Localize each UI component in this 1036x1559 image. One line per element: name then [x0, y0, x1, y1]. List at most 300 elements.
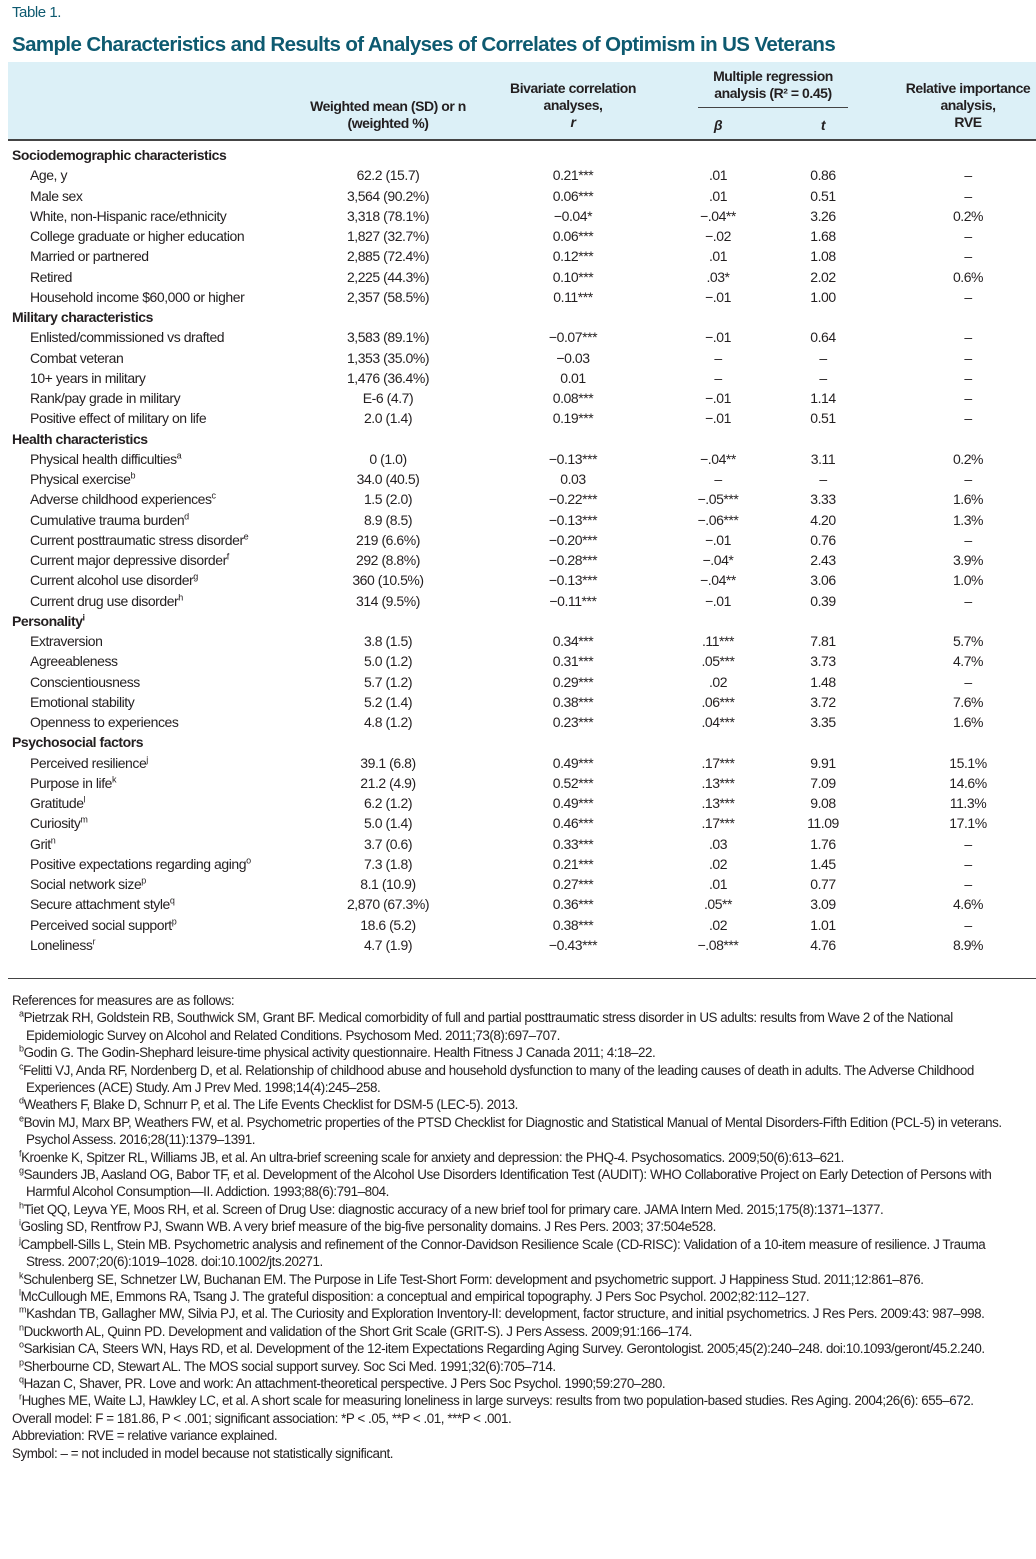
t-value: 3.72 [810, 693, 836, 710]
reference-item [12, 1044, 1022, 1061]
table-row [8, 834, 1036, 854]
table-row [8, 550, 1036, 570]
beta-value: .11*** [701, 633, 735, 649]
footnote-marker: h [19, 1200, 24, 1211]
reference-text: Sherbourne CD, Stewart AL. The MOS social support survey. Soc Sci Med. 1991;32(6):705–714. [23, 1358, 556, 1374]
rve-value: – [964, 187, 972, 204]
beta-value: – [714, 471, 722, 487]
row-label-text: Rank/pay grade in military [30, 390, 181, 406]
rve-value: 4.7% [952, 653, 984, 670]
table-row [8, 408, 1036, 428]
mean-value: 3.8 (1.5) [363, 633, 413, 649]
section-row [8, 429, 1036, 449]
reference-text: Felitti VJ, Anda RF, Nordenberg D, et al. Relationship of childhood abuse and household dysfunction to many of the leading causes of death in adults. The Adverse Childhood Experiences (ACE) Study. Am J Prev Med. 1998;14(4):245–258. [23, 1062, 974, 1096]
row-label-text: Gratitude [30, 795, 84, 811]
footnote-marker: q [169, 895, 175, 906]
r-value: −0.20*** [548, 531, 598, 548]
r-value: −0.13*** [548, 450, 598, 467]
reference-item [12, 1271, 1022, 1288]
beta-value: −.02 [705, 228, 731, 244]
rve-value: – [964, 228, 972, 244]
table-bottom-rule [8, 978, 1036, 979]
r-value: 0.06*** [552, 187, 594, 204]
r-value: 0.23*** [552, 714, 594, 730]
mean-value: 34.0 (40.5) [356, 471, 420, 487]
mean-value: 7.3 (1.8) [363, 855, 413, 872]
reference-item [12, 1149, 1022, 1166]
table-row [8, 327, 1036, 347]
table-row [8, 206, 1036, 226]
section-title-text: Sociodemographic characteristics [12, 147, 227, 163]
r-value: −0.13*** [548, 511, 598, 528]
mean-value: 2,885 (72.4%) [346, 248, 430, 265]
beta-value: – [714, 369, 722, 386]
beta-value: .05** [703, 896, 733, 913]
row-label-text: Current posttraumatic stress disorder [30, 531, 244, 548]
section-title [12, 429, 148, 449]
table-row [8, 692, 1036, 712]
header-mean: Weighted mean (SD) or n (weighted %) [310, 98, 466, 131]
row-label [30, 327, 224, 347]
beta-value: −.04** [700, 207, 736, 224]
footnote-marker: l [83, 794, 86, 805]
reference-text: Sarkisian CA, Steers WN, Hays RD, et al. Development of the 12-item Expectations Regarding Aging Survey. Gerontologist. 2005;45(2):240–248. doi:10.1093/geront/45.2.240. [23, 1341, 985, 1357]
rve-value: 1.3% [952, 511, 984, 528]
header-r: r [570, 114, 576, 130]
reference-text: McCullough ME, Emmons RA, Tsang J. The grateful disposition: a conceptual and empirical topography. J Pers Soc Psychol. 2002;82:112–127. [20, 1288, 810, 1304]
reference-text: Hazan C, Shaver, PR. Love and work: An attachment-theoretical perspective. J Pers Soc Psychol. 1990;59:270–280. [23, 1375, 666, 1391]
t-value: 0.76 [810, 531, 836, 548]
footnote-marker: p [171, 915, 177, 926]
rve-value: – [964, 410, 972, 427]
rve-value: – [964, 288, 972, 305]
row-label-text: Current alcohol use disorder [30, 572, 194, 589]
beta-value: −.06*** [697, 511, 739, 528]
mean-value: 5.7 (1.2) [363, 673, 413, 690]
r-value: 0.29*** [552, 673, 594, 690]
table-row [8, 530, 1036, 550]
reference-item [12, 1305, 1022, 1322]
reference-text: Kroenke K, Spitzer RL, Williams JB, et al. An ultra-brief screening scale for anxiety and depression: the PHQ-4. Psychosomatics. 2009;50(6):613–621. [21, 1149, 844, 1165]
section-title-text: Personality [12, 612, 83, 629]
rve-value: – [964, 471, 972, 487]
row-label [30, 570, 198, 590]
reference-item [12, 1236, 1022, 1271]
rve-value: 0.6% [952, 268, 984, 285]
row-label [30, 753, 148, 773]
section-title-text: Military characteristics [12, 309, 153, 325]
r-value: 0.01 [560, 369, 586, 386]
t-value: 7.81 [810, 633, 836, 649]
rve-value: 0.2% [952, 207, 984, 224]
mean-value: 21.2 (4.9) [360, 774, 416, 791]
t-value: 3.35 [810, 714, 836, 730]
rve-value: 3.9% [952, 552, 984, 568]
t-value: 0.77 [810, 876, 836, 892]
row-label [30, 408, 206, 428]
mean-value: 5.2 (1.4) [363, 693, 413, 710]
beta-value: – [714, 349, 722, 366]
t-value: 2.43 [810, 552, 836, 568]
row-label [30, 348, 123, 368]
rve-value: 0.2% [952, 450, 984, 467]
mean-value: 2,357 (58.5%) [346, 288, 430, 305]
table-note: Symbol: – = not included in model because not statistically significant. [12, 1445, 394, 1461]
r-value: 0.21*** [552, 855, 594, 872]
t-value: 0.51 [810, 410, 836, 427]
rve-value: – [964, 369, 972, 386]
row-label [30, 388, 180, 408]
mean-value: 8.1 (10.9) [360, 876, 416, 892]
reference-text: Tiet QQ, Leyva YE, Moos RH, et al. Screen of Drug Use: diagnostic accuracy of a new brief tool for primary care. JAMA Intern Med. 2015;175(8):1371–1377. [23, 1201, 884, 1217]
mean-value: 1,353 (35.0%) [346, 349, 430, 366]
reference-text: Duckworth AL, Quinn PD. Development and validation of the Short Grit Scale (GRIT-S). J Pers Assess. 2009;91:166–174. [23, 1323, 692, 1339]
table-row [8, 348, 1036, 368]
t-value: 4.20 [810, 511, 836, 528]
row-label [30, 854, 251, 874]
t-value: 3.33 [810, 491, 836, 508]
t-value: 1.00 [810, 288, 836, 305]
footnote-marker: o [19, 1339, 24, 1350]
row-label [30, 510, 189, 530]
row-label [30, 489, 216, 509]
row-label-text: Perceived social support [30, 916, 172, 933]
beta-value: .02 [708, 855, 728, 872]
table-row [8, 672, 1036, 692]
mean-value: 5.0 (1.4) [363, 815, 413, 832]
mean-value: 39.1 (6.8) [360, 754, 416, 771]
beta-value: −.01 [705, 410, 731, 427]
t-value: 9.91 [810, 754, 836, 771]
mean-value: 1,476 (36.4%) [346, 369, 430, 386]
t-value: 1.76 [810, 835, 836, 852]
reference-text: Bovin MJ, Marx BP, Weathers FW, et al. Psychometric properties of the PTSD Checklist for Diagnostic and Statistical Manual of Mental Disorders-Fifth Edition (PCL-5) in veterans. Psychol Assess. 2016;28(11):1379–1391. [23, 1114, 1002, 1148]
rve-value: – [964, 855, 972, 872]
row-label-text: Combat veteran [30, 349, 124, 366]
t-value: 11.09 [807, 815, 839, 832]
t-value: 9.08 [810, 795, 836, 811]
rve-value: – [964, 167, 972, 184]
footnote-marker: i [19, 1217, 21, 1228]
references [12, 992, 1022, 1462]
row-label-text: Household income $60,000 or higher [30, 288, 245, 305]
r-value: −0.22*** [548, 491, 598, 508]
rve-value: – [964, 248, 972, 265]
t-value: 3.09 [810, 896, 836, 913]
r-value: −0.07*** [548, 329, 598, 346]
footnote-marker: a [176, 450, 182, 461]
row-label-text: Current drug use disorder [30, 592, 179, 609]
footnote-marker: c [211, 490, 216, 501]
footnote-marker: a [19, 1008, 24, 1019]
r-value: 0.03 [560, 471, 586, 487]
row-label [30, 449, 181, 469]
mean-value: 0 (1.0) [369, 450, 407, 467]
row-label [30, 692, 134, 712]
footnote-marker: p [141, 875, 146, 886]
row-label [30, 591, 183, 611]
rve-value: 1.6% [952, 491, 984, 508]
row-label [30, 226, 244, 246]
t-value: 3.06 [810, 572, 836, 589]
t-value: 0.39 [810, 592, 836, 609]
footnote-marker: n [19, 1322, 24, 1333]
beta-value: −.01 [705, 288, 731, 305]
row-label-text: Grit [30, 835, 51, 852]
header-bivariate-label: Bivariate correlation analyses, [510, 80, 636, 113]
row-label [30, 530, 248, 550]
rve-value: 1.0% [952, 572, 984, 589]
section-row [8, 611, 1036, 631]
row-label [30, 550, 229, 570]
row-label [30, 165, 67, 185]
footnote-marker: f [226, 551, 229, 562]
table-body [8, 145, 1036, 955]
t-value: – [819, 369, 827, 386]
beta-value: −.01 [705, 592, 731, 609]
row-label [30, 793, 85, 813]
t-value: 7.09 [810, 774, 836, 791]
reference-item [12, 1201, 1022, 1218]
header-rvi-label: Relative importance analysis, [905, 80, 1031, 113]
r-value: 0.34*** [552, 633, 594, 649]
r-value: 0.36*** [552, 896, 594, 913]
t-value: 3.73 [810, 653, 836, 670]
r-value: 0.49*** [552, 795, 594, 811]
t-value: – [819, 349, 827, 366]
mean-value: 4.8 (1.2) [363, 714, 413, 730]
r-value: 0.27*** [552, 876, 594, 892]
section-title [12, 145, 226, 165]
reference-item [12, 1096, 1022, 1113]
rve-value: – [964, 349, 972, 366]
beta-value: −.01 [705, 329, 731, 346]
table-label: Table 1. [12, 4, 61, 21]
mean-value: 5.0 (1.2) [363, 653, 413, 670]
beta-value: .13*** [701, 795, 735, 811]
footnote-marker: j [146, 753, 148, 764]
reference-item [12, 1288, 1022, 1305]
row-label-text: Cumulative trauma burden [30, 511, 185, 528]
row-label-text: Conscientiousness [30, 673, 140, 690]
r-value: 0.49*** [552, 754, 594, 771]
table-row [8, 469, 1036, 489]
footnote-marker: e [19, 1113, 24, 1124]
rve-value: 1.6% [952, 714, 984, 730]
t-value: 0.86 [810, 167, 836, 184]
reference-text: Gosling SD, Rentfrow PJ, Swann WB. A very brief measure of the big-five personality domains. J Res Pers. 2003; 37:504e528. [20, 1219, 716, 1235]
table-row [8, 874, 1036, 894]
row-label [30, 267, 72, 287]
row-label-text: Openness to experiences [30, 714, 179, 730]
table-row [8, 489, 1036, 509]
beta-value: .06*** [701, 693, 735, 710]
beta-value: .03* [706, 268, 730, 285]
beta-value: −.04** [700, 572, 736, 589]
footnote-marker: m [80, 814, 88, 825]
rve-value: – [964, 390, 972, 406]
references-intro: References for measures are as follows: [12, 993, 235, 1008]
beta-value: .13*** [701, 774, 735, 791]
reference-text: Hughes ME, Waite LJ, Hawkley LC, et al. A short scale for measuring loneliness in large surveys: results from two population-based studies. Res Aging. 2004;26(6): 655–672. [21, 1393, 974, 1409]
table-row [8, 935, 1036, 955]
row-label-text: Married or partnered [30, 248, 149, 265]
footnote-marker: q [19, 1374, 24, 1385]
row-label [30, 874, 146, 894]
row-label-text: Retired [30, 268, 72, 285]
reference-item [12, 1375, 1022, 1392]
section-row [8, 145, 1036, 165]
r-value: −0.11*** [549, 592, 597, 609]
footnote-marker: i [82, 612, 85, 623]
mean-value: 4.7 (1.9) [363, 936, 413, 953]
mean-value: 314 (9.5%) [356, 592, 420, 609]
table-row [8, 388, 1036, 408]
row-label [30, 368, 145, 388]
row-label [30, 813, 87, 833]
header-bivariate [508, 80, 638, 131]
beta-value: .01 [708, 876, 728, 892]
row-label [30, 186, 82, 206]
r-value: 0.12*** [552, 248, 594, 265]
table-row [8, 510, 1036, 530]
beta-value: .17*** [701, 815, 735, 832]
row-label-text: Agreeableness [30, 653, 118, 670]
beta-value: .01 [708, 167, 728, 184]
table-note: Overall model: F = 181.86, P < .001; significant association: *P < .05, **P < .01, ***P < .001. [12, 1410, 512, 1426]
rve-value: 8.9% [952, 936, 984, 953]
row-label [30, 672, 140, 692]
table-row [8, 591, 1036, 611]
table-row [8, 631, 1036, 651]
rve-value: – [964, 916, 972, 933]
reference-item [12, 1358, 1022, 1375]
rve-value: – [964, 592, 972, 609]
reference-item [12, 1323, 1022, 1340]
row-label [30, 651, 118, 671]
t-value: 1.01 [810, 916, 836, 933]
beta-value: .02 [708, 673, 728, 690]
r-value: 0.06*** [552, 228, 594, 244]
mean-value: 1,827 (32.7%) [346, 228, 430, 244]
r-value: 0.38*** [552, 916, 594, 933]
beta-value: .03 [708, 835, 728, 852]
table-row [8, 368, 1036, 388]
r-value: 0.08*** [552, 390, 594, 406]
row-label [30, 631, 102, 651]
section-row [8, 307, 1036, 327]
table-row [8, 813, 1036, 833]
row-label [30, 894, 174, 914]
r-value: −0.03 [556, 349, 590, 366]
row-label-text: Social network size [30, 876, 142, 892]
footnote-marker: g [193, 571, 198, 582]
footnote-marker: o [246, 855, 251, 866]
section-title-text: Health characteristics [12, 430, 148, 447]
table-row [8, 226, 1036, 246]
header-rvi [888, 80, 1036, 131]
section-title [12, 732, 143, 752]
mean-value: 2,870 (67.3%) [346, 896, 430, 913]
rve-value: 14.6% [949, 774, 987, 791]
rve-value: 11.3% [949, 795, 987, 811]
reference-item [12, 1062, 1022, 1097]
r-value: −0.04* [553, 207, 593, 224]
mean-value: 1.5 (2.0) [363, 491, 413, 508]
t-value: – [819, 471, 827, 487]
table-row [8, 894, 1036, 914]
beta-value: .02 [708, 916, 728, 933]
r-value: −0.28*** [548, 552, 598, 568]
row-label-text: Secure attachment style [30, 896, 170, 913]
r-value: 0.46*** [552, 815, 594, 832]
beta-value: .01 [708, 248, 728, 265]
r-value: 0.21*** [552, 167, 594, 184]
row-label-text: College graduate or higher education [30, 228, 245, 244]
table-row [8, 793, 1036, 813]
mean-value: 3,318 (78.1%) [346, 207, 430, 224]
t-value: 0.64 [810, 329, 836, 346]
row-label-text: Positive effect of military on life [30, 410, 207, 427]
footnote-marker: k [19, 1270, 24, 1281]
mean-value: 2.0 (1.4) [363, 410, 413, 427]
table-row [8, 449, 1036, 469]
row-label-text: Adverse childhood experiences [30, 491, 212, 508]
r-value: −0.13*** [548, 572, 598, 589]
section-row [8, 732, 1036, 752]
r-value: 0.11*** [553, 288, 593, 305]
mean-value: 6.2 (1.2) [363, 795, 413, 811]
header-t: t [820, 117, 826, 133]
r-value: 0.10*** [552, 268, 594, 285]
reference-text: Schulenberg SE, Schnetzer LW, Buchanan EM. The Purpose in Life Test-Short Form: development and psychometric support. J Happiness Stud. 2011;12:861–876. [23, 1271, 924, 1287]
t-value: 1.48 [810, 673, 836, 690]
rve-value: – [964, 531, 972, 548]
row-label-text: 10+ years in military [30, 369, 146, 386]
beta-value: −.04* [702, 552, 734, 568]
reference-text: Godin G. The Godin-Shephard leisure-time physical activity questionnaire. Health Fitness J Canada 2011; 4:18–22. [23, 1045, 656, 1061]
mean-value: 360 (10.5%) [352, 572, 424, 589]
footnote-marker: d [184, 510, 189, 521]
footnote-marker: r [92, 936, 96, 947]
rve-value: 15.1% [949, 754, 987, 771]
row-label-text: Age, y [30, 167, 67, 184]
row-label [30, 834, 55, 854]
header-rve: RVE [954, 114, 982, 130]
reference-item [12, 1340, 1022, 1357]
row-label-text: White, non-Hispanic race/ethnicity [30, 207, 227, 224]
footnote-marker: l [19, 1287, 21, 1298]
section-title-text: Psychosocial factors [12, 734, 144, 751]
r-value: 0.52*** [552, 774, 594, 791]
table-title: Sample Characteristics and Results of Analyses of Correlates of Optimism in US Veterans [12, 33, 836, 56]
row-label [30, 287, 244, 307]
table-header [8, 62, 1036, 141]
reference-item [12, 1392, 1022, 1409]
mean-value: E-6 (4.7) [362, 390, 414, 406]
row-label-text: Loneliness [30, 936, 93, 953]
footnote-marker: m [19, 1304, 27, 1315]
r-value: 0.31*** [552, 653, 594, 670]
reference-text: Pietrzak RH, Goldstein RB, Southwick SM, Grant BF. Medical comorbidity of full and partial posttraumatic stress disorder in US adults: results from Wave 2 of the National Epidemiologic Survey on Alcohol and Related Conditions. Psychosom Med. 2011;73(8):697–707. [23, 1010, 953, 1043]
t-value: 1.08 [810, 248, 836, 265]
row-label-text: Male sex [30, 187, 83, 204]
mean-value: 292 (8.8%) [356, 552, 420, 568]
beta-value: −.08*** [697, 936, 739, 953]
table-row [8, 165, 1036, 185]
reference-item [12, 1009, 1022, 1044]
t-value: 1.68 [810, 228, 836, 244]
